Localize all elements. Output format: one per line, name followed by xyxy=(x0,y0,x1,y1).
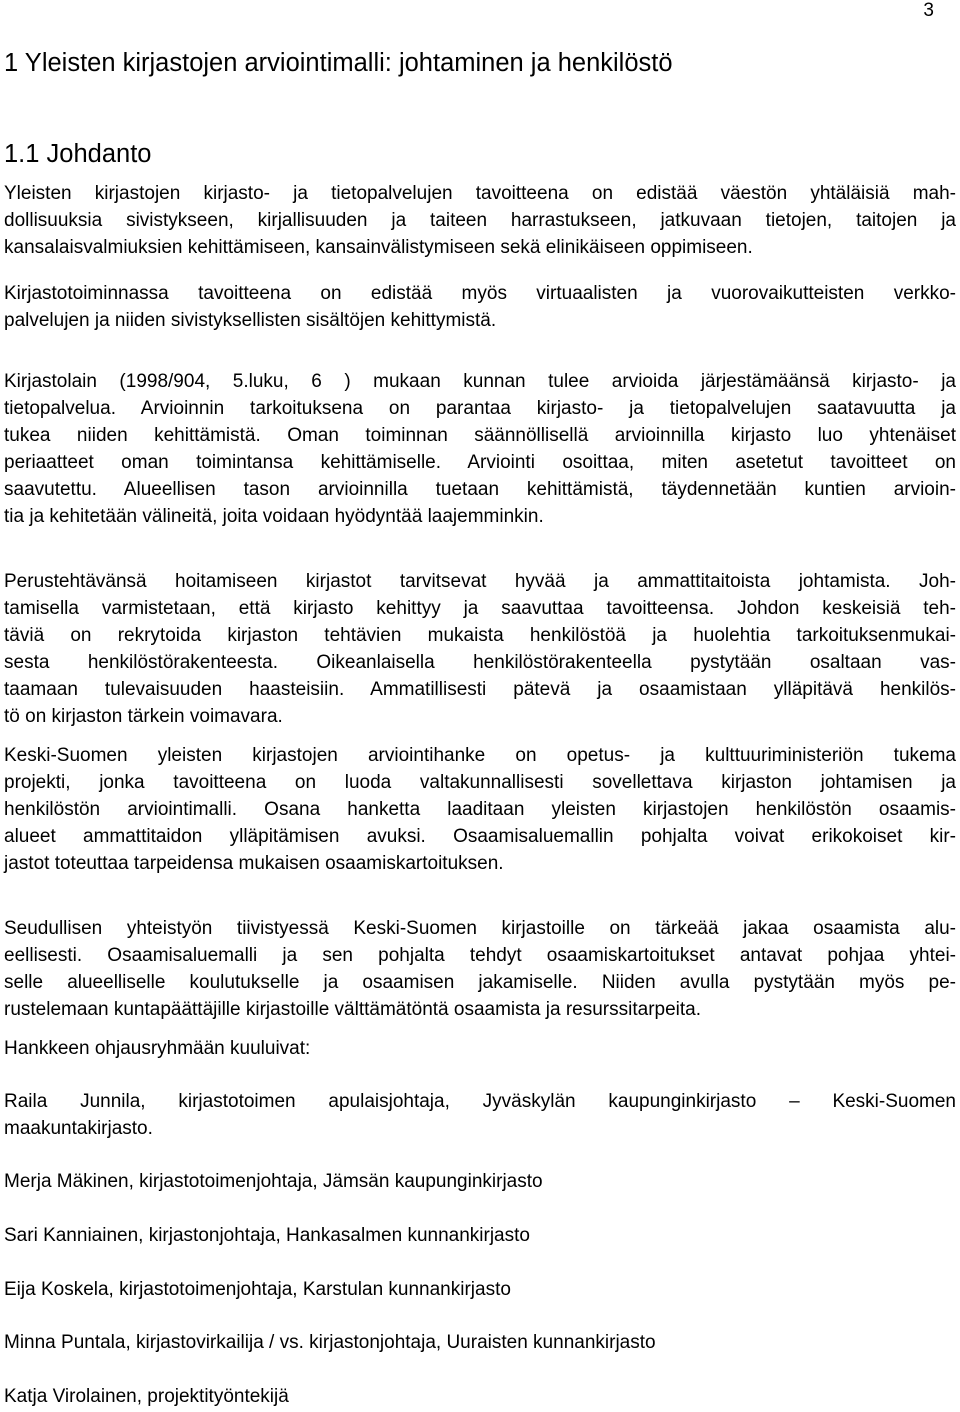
paragraph-line: palvelujen ja niiden sivistyksellisten sisältöjen kehittymistä. xyxy=(4,310,497,331)
paragraph-line: tö on kirjaston tärkein voimavara. xyxy=(4,706,283,727)
paragraph-line: dollisuuksia sivistykseen, kirjallisuuden ja taiteen harrastukseen, jatkuvaan tietojen, taitojen ja xyxy=(4,210,956,231)
chapter-title: 1 Yleisten kirjastojen arviointimalli: johtaminen ja henkilöstö xyxy=(4,49,673,77)
paragraph-line: alueet ammattitaidon ylläpitämisen avuksi. Osaamisaluemallin pohjalta voivat erikokoiset kir- xyxy=(4,826,956,847)
paragraph-line: sesta henkilöstörakenteesta. Oikeanlaisella henkilöstörakenteella pystytään osaltaan vas- xyxy=(4,652,956,673)
paragraph-line: rustelemaan kuntapäättäjille kirjastoille välttämätöntä osaamista ja resurssitarpeita. xyxy=(4,999,702,1020)
paragraph-line: eellisesti. Osaamisaluemalli ja sen pohjalta tehdyt osaamiskartoitukset antavat pohjaa yhtei- xyxy=(4,945,956,966)
paragraph-line: Merja Mäkinen, kirjastotoimenjohtaja, Jämsän kaupunginkirjasto xyxy=(4,1171,543,1192)
paragraph-line: projekti, jonka tavoitteena on luoda valtakunnallisesti sovellettava kirjaston johtamisen ja xyxy=(4,772,956,793)
paragraph-line: jastot toteuttaa tarpeidensa mukaisen osaamiskartoituksen. xyxy=(4,853,504,874)
paragraph xyxy=(4,915,956,1023)
paragraph-line: Sari Kanniainen, kirjastonjohtaja, Hankasalmen kunnankirjasto xyxy=(4,1225,530,1246)
paragraph-line: Kirjastotoiminnassa tavoitteena on edistää myös virtuaalisten ja vuorovaikutteisten verkko- xyxy=(4,283,956,304)
paragraph-line: henkilöstön arviointimalli. Osana hanketta laaditaan yleisten kirjastojen henkilöstön osaamis- xyxy=(4,799,956,820)
paragraph xyxy=(4,180,956,261)
paragraph-line: Minna Puntala, kirjastovirkailija / vs. kirjastonjohtaja, Uuraisten kunnankirjasto xyxy=(4,1332,656,1353)
paragraph-line: tukea niiden kehittämistä. Oman toiminnan säännöllisellä arvioinnilla kirjasto luo yhtenäiset xyxy=(4,425,956,446)
section-title: 1.1 Johdanto xyxy=(4,140,152,168)
paragraph xyxy=(4,1035,956,1062)
paragraph-line: Eija Koskela, kirjastotoimenjohtaja, Karstulan kunnankirjasto xyxy=(4,1279,511,1300)
paragraph-line: saavutettu. Alueellisen tason arvioinnilla tuetaan kehittämistä, täydennetään kuntien arvioin- xyxy=(4,479,956,500)
paragraph-line: tamisella varmistetaan, että kirjasto kehittyy ja saavuttaa tavoitteensa. Johdon keskeisiä teh- xyxy=(4,598,956,619)
paragraph-line: Hankkeen ohjausryhmään kuuluivat: xyxy=(4,1038,311,1059)
paragraph-line: Kirjastolain (1998/904, 5.luku, 6 ) mukaan kunnan tulee arvioida järjestämäänsä kirjasto- ja xyxy=(4,371,956,392)
paragraph xyxy=(4,568,956,730)
paragraph xyxy=(4,368,956,530)
paragraph-line: Raila Junnila, kirjastotoimen apulaisjohtaja, Jyväskylän kaupunginkirjasto – Keski-Suomen xyxy=(4,1091,956,1112)
paragraph-line: Yleisten kirjastojen kirjasto- ja tietopalvelujen tavoitteena on edistää väestön yhtäläisiä mah- xyxy=(4,183,956,204)
paragraph-line: täviä on rekrytoida kirjaston tehtävien mukaista henkilöstöä ja huolehtia tarkoituksenmukai- xyxy=(4,625,956,646)
page-number: 3 xyxy=(923,0,934,21)
paragraph xyxy=(4,742,956,877)
paragraph-line: Katja Virolainen, projektityöntekijä xyxy=(4,1386,289,1407)
paragraph xyxy=(4,1168,956,1195)
paragraph xyxy=(4,1329,956,1356)
paragraph-line: kansalaisvalmiuksien kehittämiseen, kansainvälistymiseen sekä elinikäiseen oppimiseen. xyxy=(4,237,753,258)
paragraph-line: tia ja kehitetään välineitä, joita voidaan hyödyntää laajemminkin. xyxy=(4,506,544,527)
paragraph xyxy=(4,1276,956,1303)
paragraph-line: Perustehtävänsä hoitamiseen kirjastot tarvitsevat hyvää ja ammattitaitoista johtamista. Joh- xyxy=(4,571,956,592)
paragraph-line: periaatteet oman toimintansa kehittämiselle. Arviointi osoittaa, miten asetetut tavoitteet on xyxy=(4,452,956,473)
paragraph xyxy=(4,280,956,334)
paragraph-line: taamaan tulevaisuuden haasteisiin. Ammatillisesti pätevä ja osaamistaan ylläpitävä henkilös- xyxy=(4,679,956,700)
paragraph-line: maakuntakirjasto. xyxy=(4,1118,153,1139)
paragraph xyxy=(4,1383,956,1410)
paragraph-line: Seudullisen yhteistyön tiivistyessä Keski-Suomen kirjastoille on tärkeää jakaa osaamista alu- xyxy=(4,918,956,939)
paragraph xyxy=(4,1088,956,1142)
paragraph xyxy=(4,1222,956,1249)
paragraph-line: tietopalvelua. Arvioinnin tarkoituksena on parantaa kirjasto- ja tietopalvelujen saatavuutta ja xyxy=(4,398,956,419)
paragraph-line: selle alueelliselle koulutukselle ja osaamisen jakamiselle. Niiden avulla pystytään myös pe- xyxy=(4,972,956,993)
paragraph-line: Keski-Suomen yleisten kirjastojen arviointihanke on opetus- ja kulttuuriministeriön tukema xyxy=(4,745,956,766)
